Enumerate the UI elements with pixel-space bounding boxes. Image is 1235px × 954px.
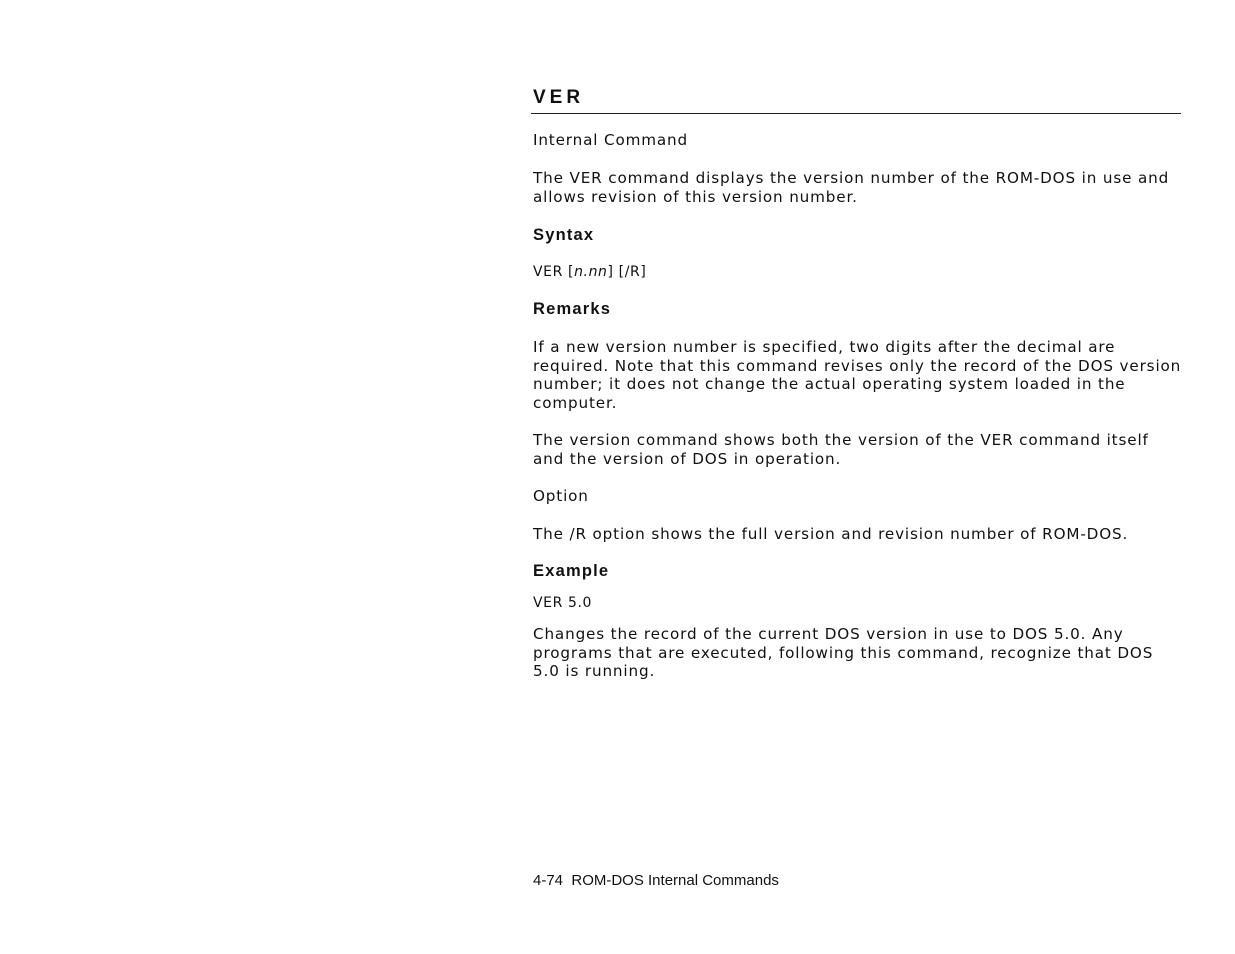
page-footer: 4-74 ROM-DOS Internal Commands — [533, 872, 779, 889]
example-command: VER 5.0 — [533, 595, 593, 611]
example-heading: Example — [533, 562, 610, 580]
page-content — [533, 86, 1182, 681]
description: The VER command displays the version number of the ROM-DOS in use and allows revision of this version number. — [533, 169, 1170, 206]
syntax-arg: n.nn — [574, 264, 608, 280]
example-explanation: Changes the record of the current DOS version in use to DOS 5.0. Any programs that are executed, following this command, recognize that DOS 5.0 is running. — [533, 625, 1154, 681]
page-title: VER — [533, 87, 585, 108]
syntax-suffix: ] [/R] — [607, 264, 647, 280]
remarks-heading: Remarks — [533, 300, 612, 318]
title-divider — [531, 113, 1181, 114]
syntax-prefix: VER [ — [533, 264, 575, 280]
remarks-paragraph-2: The version command shows both the version of the VER command itself and the version of DOS in operation. — [533, 431, 1149, 468]
option-label: Option — [533, 487, 589, 505]
command-type: Internal Command — [533, 131, 689, 149]
syntax-heading: Syntax — [533, 226, 595, 244]
syntax-line — [533, 263, 646, 281]
option-text: The /R option shows the full version and revision number of ROM-DOS. — [533, 525, 1129, 543]
remarks-paragraph-1: If a new version number is specified, two digits after the decimal are required. Note that this command revises only the record of the DOS version number; it does not change the actual operating system loaded in the computer. — [533, 338, 1182, 412]
